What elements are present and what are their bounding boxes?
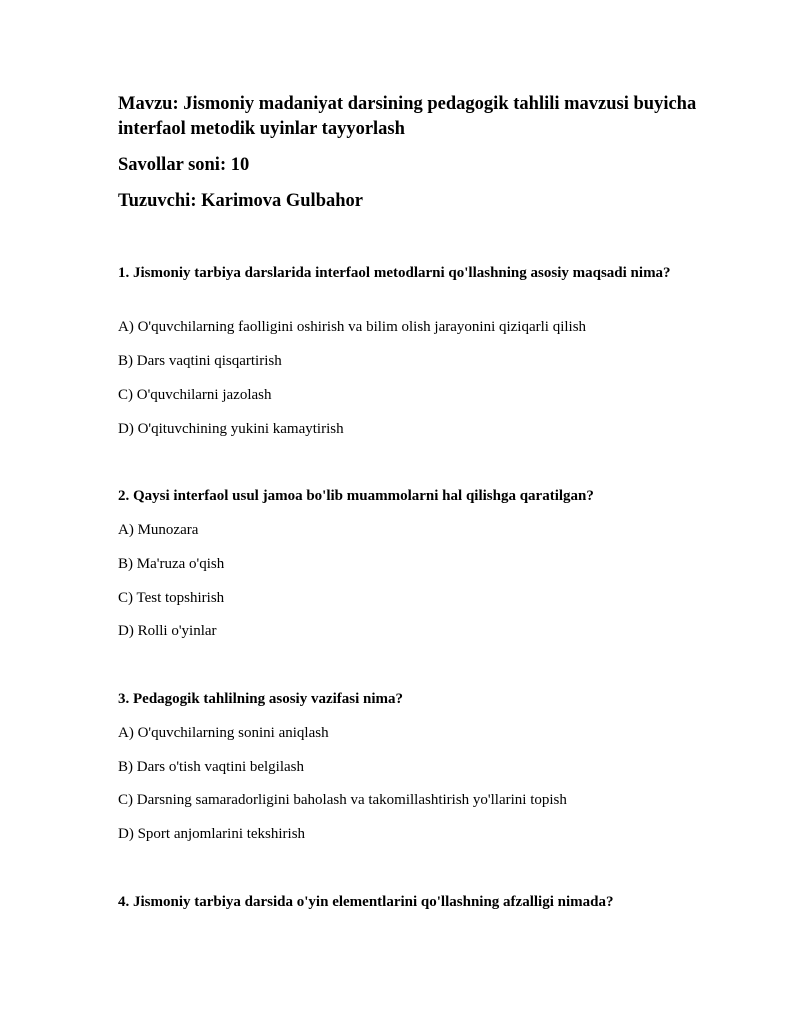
answer-option-d: D) Sport anjomlarini tekshirish [118, 826, 306, 842]
question-3 [118, 688, 678, 842]
answer-option-d: D) O'qituvchining yukini kamaytirish [118, 421, 344, 437]
question-text: 1. Jismoniy tarbiya darslarida interfaol metodlarni qo'llashning asosiy maqsadi nima? [118, 265, 671, 281]
answer-option-d: D) Rolli o'yinlar [118, 623, 217, 639]
question-4 [118, 891, 678, 913]
answer-option-a: A) O'quvchilarning sonini aniqlash [118, 725, 329, 741]
answer-option-b: B) Dars o'tish vaqtini belgilash [118, 759, 305, 775]
answer-option-b: B) Ma'ruza o'qish [118, 556, 225, 572]
answer-option-a: A) O'quvchilarning faolligini oshirish va bilim olish jarayonini qiziqarli qilish [118, 319, 587, 335]
answer-option-a: A) Munozara [118, 522, 199, 538]
answer-option-c: C) O'quvchilarni jazolash [118, 387, 272, 403]
question-text: 2. Qaysi interfaol usul jamoa bo'lib muammolarni hal qilishga qaratilgan? [118, 488, 594, 504]
question-2 [118, 485, 678, 639]
document-title: Mavzu: Jismoniy madaniyat darsining pedagogik tahlili mavzusi buyicha interfaol metodik uyinlar tayyorlash [118, 94, 697, 139]
answer-option-c: C) Darsning samaradorligini baholash va takomillashtirish yo'llarini topish [118, 792, 567, 808]
question-1 [118, 262, 678, 437]
question-count: Savollar soni: 10 [118, 155, 250, 175]
question-text: 3. Pedagogik tahlilning asosiy vazifasi nima? [118, 691, 404, 707]
document-header [118, 92, 698, 225]
author-line: Tuzuvchi: Karimova Gulbahor [118, 191, 363, 211]
question-text: 4. Jismoniy tarbiya darsida o'yin elementlarini qo'llashning afzalligi nimada? [118, 894, 614, 910]
answer-option-c: C) Test topshirish [118, 590, 225, 606]
answer-option-b: B) Dars vaqtini qisqartirish [118, 353, 282, 369]
